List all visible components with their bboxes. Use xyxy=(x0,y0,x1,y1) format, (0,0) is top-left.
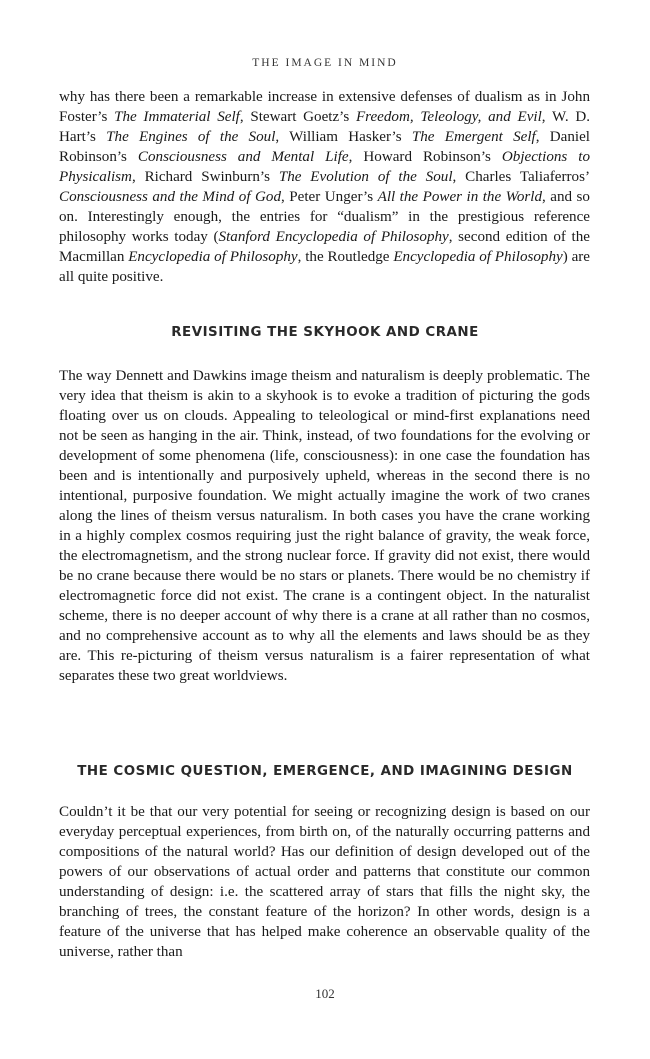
text-run: , Peter Unger’s xyxy=(281,189,378,205)
text-run: , William Hasker’s xyxy=(275,129,412,145)
italic-title-run: The Emergent Self xyxy=(411,129,536,145)
text-run: The way Dennett and Dawkins image theism and naturalism is deeply problematic. The very idea that theism is akin to a skyhook is to evoke a tradition of picturing the gods floating over us on clouds. Appealing to teleological or mind-first explanations need not be seen as hanging in the air. Think, instead, of two foundations for the evolving or development of some phenomena (life, consciousness): in one case the foundation has been and is intentionally and purposively upheld, whereas in the second there is no intentional, purposive foundation. We might actually imagine the work of two cranes along the lines of theism versus naturalism. In both cases you have the crane working in a highly complex cosmos requiring just the right balance of gravity, the weak force, the electromagnetism, and the strong nuclear force. If gravity did not exist, there would be no crane because there would be no stars or planets. There would be no chemistry if electromagnetic force did not exist. The crane is a contingent object. In the naturalist scheme, there is no deeper account of why there is a crane at all rather than no cosmos, and no comprehensive account as to why all the elements and laws should be as they are. This re-picturing of theism versus naturalism is a fairer representation of what separates these two great worldviews. xyxy=(59,368,590,684)
text-run: , and so on. Interestingly enough, the entries for “dualism” in the prestigious reference philosophy works today ( xyxy=(59,189,590,245)
text-run: Couldn’t it be that our very potential for seeing or recognizing design is based on our everyday perceptual experiences, from birth on, of the naturally occurring patterns and compositions of the natural world? Has our definition of design developed out of the powers of our observations of actual order and patterns that constitute our common understanding of design: i.e. the scattered array of stars that fills the night sky, the branching of trees, the constant feature of the horizon? In other words, design is a feature of the universe that has helped make coherence an observable quality of the universe, rather than xyxy=(59,804,590,960)
italic-title-run: Consciousness and the Mind of God xyxy=(59,189,281,205)
paragraph-design-perception xyxy=(59,802,590,962)
italic-title-run: Encyclopedia of Philosophy xyxy=(128,249,298,265)
paragraph-skyhook-crane xyxy=(59,366,590,686)
text-run: , Daniel Robinson’s xyxy=(59,129,590,165)
text-run: , the Routledge xyxy=(297,249,394,265)
italic-title-run: Freedom, Teleology, and Evil xyxy=(355,109,542,125)
text-run: , Howard Robinson’s xyxy=(348,149,502,165)
text-run: , Stewart Goetz’s xyxy=(239,109,356,125)
italic-title-run: The Immaterial Self xyxy=(114,109,240,125)
running-head: THE IMAGE IN MIND xyxy=(252,57,398,69)
text-run: ) are all quite positive. xyxy=(59,249,590,285)
italic-title-run: Encyclopedia of Philosophy xyxy=(393,249,563,265)
paragraph-dualism-defenses xyxy=(59,87,590,287)
section-heading-cosmic-question: THE COSMIC QUESTION, EMERGENCE, AND IMAGINING DESIGN xyxy=(77,764,573,779)
text-run: , second edition of the Macmillan xyxy=(59,229,590,265)
italic-title-run: All the Power in the World xyxy=(377,189,543,205)
page-number: 102 xyxy=(315,986,335,1001)
text-run: why has there been a remarkable increase in extensive defenses of dualism as in John Foster’s xyxy=(59,89,590,125)
text-run: , W. D. Hart’s xyxy=(59,109,591,145)
italic-title-run: Objections to Physicalism xyxy=(59,149,590,185)
text-run: , Richard Swinburn’s xyxy=(131,169,279,185)
section-heading-skyhook-crane: REVISITING THE SKYHOOK AND CRANE xyxy=(171,325,479,340)
italic-title-run: Stanford Encyclopedia of Philosophy xyxy=(218,229,449,245)
text-run: , Charles Taliaferros’ xyxy=(452,169,590,185)
italic-title-run: The Engines of the Soul xyxy=(106,129,276,145)
italic-title-run: The Evolution of the Soul xyxy=(278,169,453,185)
italic-title-run: Consciousness and Mental Life xyxy=(137,149,349,165)
